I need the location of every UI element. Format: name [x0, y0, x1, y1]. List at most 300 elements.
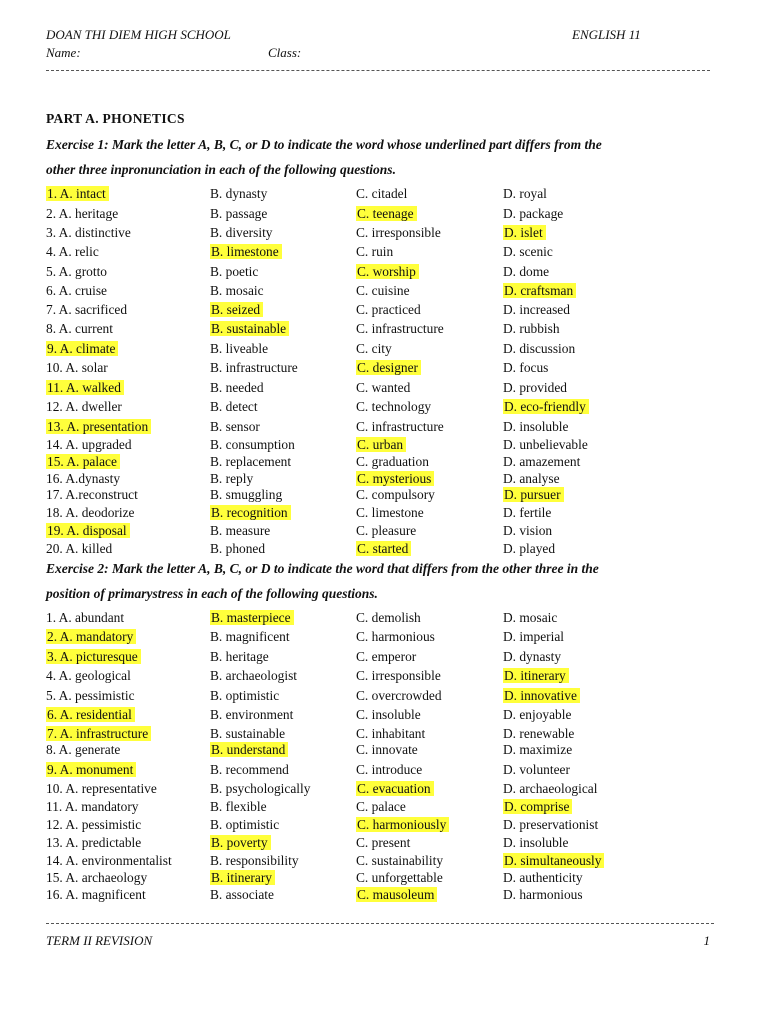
exercise2-question-5: [46, 688, 726, 706]
option-d: D. insoluble: [503, 835, 569, 850]
option-cell-b: [210, 341, 268, 357]
option-b: B. needed: [210, 380, 264, 395]
option-c: C. practiced: [356, 302, 421, 317]
option-a-answer: 7. A. infrastructure: [46, 726, 151, 741]
exercise1-question-8: [46, 321, 726, 339]
exercise1-question-7: [46, 302, 726, 320]
option-cell-a: [46, 505, 135, 521]
option-cell-a: [46, 225, 131, 241]
option-c: C. innovate: [356, 742, 418, 757]
option-cell-d: [503, 437, 588, 453]
option-d: D. increased: [503, 302, 570, 317]
option-cell-a: [46, 471, 120, 487]
option-cell-b: [210, 244, 282, 260]
exercise1-question-18: [46, 505, 726, 523]
option-d: D. amazement: [503, 454, 581, 469]
exercise1-question-1: [46, 186, 726, 204]
option-b: B. passage: [210, 206, 268, 221]
option-cell-d: [503, 668, 569, 684]
option-cell-a: [46, 668, 131, 684]
exercise2-instruction-line2: position of primarystress in each of the following questions.: [46, 586, 378, 601]
option-cell-a: [46, 610, 124, 626]
option-a: 14. A. upgraded: [46, 437, 132, 452]
option-cell-a: [46, 419, 151, 435]
option-cell-c: [356, 206, 417, 222]
exercise2-question-4: [46, 668, 726, 686]
option-cell-c: [356, 781, 434, 797]
option-cell-c: [356, 341, 392, 357]
option-b-answer: B. poverty: [210, 835, 271, 850]
option-cell-d: [503, 781, 597, 797]
option-c-answer: C. urban: [356, 437, 406, 452]
part-a-title: PART A. PHONETICS: [46, 111, 185, 126]
option-cell-b: [210, 437, 295, 453]
option-c: C. irresponsible: [356, 225, 441, 240]
option-cell-b: [210, 817, 279, 833]
option-d-answer: D. eco-friendly: [503, 399, 589, 414]
option-cell-a: [46, 649, 141, 665]
option-a: 7. A. sacrificed: [46, 302, 128, 317]
exercise2-question-14: [46, 853, 726, 871]
option-cell-a: [46, 437, 132, 453]
option-c-answer: C. started: [356, 541, 411, 556]
option-d-answer: D. craftsman: [503, 283, 576, 298]
exercise1-question-10: [46, 360, 726, 378]
option-cell-b: [210, 629, 290, 645]
exercise2-question-6: [46, 707, 726, 725]
option-cell-c: [356, 688, 442, 704]
option-cell-b: [210, 454, 291, 470]
option-a: 12. A. dweller: [46, 399, 122, 414]
option-a: 3. A. distinctive: [46, 225, 131, 240]
option-c: C. compulsory: [356, 487, 435, 502]
option-c: C. irresponsible: [356, 668, 441, 683]
option-cell-a: [46, 186, 109, 202]
option-cell-b: [210, 610, 294, 626]
option-cell-c: [356, 853, 443, 869]
option-cell-c: [356, 505, 424, 521]
option-cell-b: [210, 781, 310, 797]
option-d-answer: D. simultaneously: [503, 853, 604, 868]
exercise1-question-9: [46, 341, 726, 359]
option-a: 13. A. predictable: [46, 835, 142, 850]
option-cell-a: [46, 781, 157, 797]
option-a: 15. A. archaeology: [46, 870, 148, 885]
exercise2-instruction-line1: Exercise 2: Mark the letter A, B, C, or D to indicate the word that differs from the other three in the: [46, 561, 599, 576]
option-cell-b: [210, 726, 285, 742]
option-a: 1. A. abundant: [46, 610, 125, 625]
option-cell-d: [503, 629, 564, 645]
option-cell-d: [503, 206, 563, 222]
option-b-answer: B. understand: [210, 742, 288, 757]
option-cell-d: [503, 817, 598, 833]
option-cell-d: [503, 853, 604, 869]
option-d: D. rubbish: [503, 321, 560, 336]
option-d: D. mosaic: [503, 610, 558, 625]
option-c: C. introduce: [356, 762, 423, 777]
option-cell-d: [503, 264, 549, 280]
school-name: DOAN THI DIEM HIGH SCHOOL: [46, 27, 231, 42]
option-cell-d: [503, 283, 576, 299]
option-cell-b: [210, 225, 273, 241]
option-cell-d: [503, 835, 568, 851]
option-b: B. liveable: [210, 341, 269, 356]
option-d-answer: D. islet: [503, 225, 546, 240]
option-b: B. optimistic: [210, 817, 280, 832]
option-cell-d: [503, 870, 583, 886]
option-cell-a: [46, 817, 141, 833]
option-b: B. phoned: [210, 541, 266, 556]
subject-label: ENGLISH 11: [572, 27, 641, 42]
option-c: C. demolish: [356, 610, 421, 625]
option-cell-d: [503, 487, 564, 503]
option-cell-d: [503, 523, 552, 539]
option-c: C. sustainability: [356, 853, 444, 868]
option-c-answer: C. teenage: [356, 206, 417, 221]
option-b: B. associate: [210, 887, 274, 902]
option-cell-b: [210, 186, 267, 202]
option-b: B. smuggling: [210, 487, 283, 502]
option-c: C. unforgettable: [356, 870, 443, 885]
option-cell-c: [356, 244, 393, 260]
option-a-answer: 6. A. residential: [46, 707, 135, 722]
option-c: C. city: [356, 341, 392, 356]
option-cell-d: [503, 186, 547, 202]
option-a-answer: 1. A. intact: [46, 186, 109, 201]
footer-divider: [46, 923, 714, 924]
option-cell-c: [356, 487, 435, 503]
option-cell-b: [210, 487, 282, 503]
option-b-answer: B. itinerary: [210, 870, 275, 885]
option-d: D. provided: [503, 380, 567, 395]
option-d: D. renewable: [503, 726, 575, 741]
exercise1-question-4: [46, 244, 726, 262]
option-cell-a: [46, 853, 172, 869]
exercise2-question-11: [46, 799, 726, 817]
option-c: C. insoluble: [356, 707, 421, 722]
option-cell-b: [210, 206, 267, 222]
option-b: B. responsibility: [210, 853, 299, 868]
option-d-answer: D. pursuer: [503, 487, 564, 502]
option-b: B. measure: [210, 523, 271, 538]
option-d: D. dynasty: [503, 649, 562, 664]
option-a-answer: 13. A. presentation: [46, 419, 151, 434]
option-b-answer: B. limestone: [210, 244, 282, 259]
exercise1-question-15: [46, 454, 726, 472]
exercise1-question-19: [46, 523, 726, 541]
option-cell-b: [210, 523, 270, 539]
option-c: C. harmonious: [356, 629, 435, 644]
option-cell-b: [210, 870, 275, 886]
option-a: 5. A. grotto: [46, 264, 108, 279]
option-cell-a: [46, 487, 138, 503]
option-cell-d: [503, 225, 546, 241]
option-c: C. present: [356, 835, 411, 850]
option-cell-c: [356, 799, 406, 815]
option-cell-c: [356, 870, 443, 886]
option-a: 12. A. pessimistic: [46, 817, 142, 832]
option-c: C. palace: [356, 799, 406, 814]
option-cell-d: [503, 887, 583, 903]
option-cell-d: [503, 244, 553, 260]
option-cell-a: [46, 244, 99, 260]
option-d: D. dome: [503, 264, 550, 279]
exercise2-question-1: [46, 610, 726, 628]
option-d: D. maximize: [503, 742, 573, 757]
option-cell-d: [503, 726, 574, 742]
option-a-answer: 9. A. monument: [46, 762, 136, 777]
option-cell-d: [503, 799, 572, 815]
option-d: D. discussion: [503, 341, 576, 356]
option-d: D. royal: [503, 186, 547, 201]
option-cell-b: [210, 887, 274, 903]
option-cell-d: [503, 610, 557, 626]
option-cell-b: [210, 283, 264, 299]
option-c: C. overcrowded: [356, 688, 442, 703]
option-cell-b: [210, 321, 289, 337]
option-d: D. analyse: [503, 471, 560, 486]
option-a: 5. A. pessimistic: [46, 688, 135, 703]
option-cell-a: [46, 341, 118, 357]
option-cell-c: [356, 321, 444, 337]
option-d: D. vision: [503, 523, 553, 538]
option-cell-c: [356, 264, 419, 280]
option-c-answer: C. worship: [356, 264, 419, 279]
option-cell-a: [46, 742, 120, 758]
option-a: 4. A. geological: [46, 668, 131, 683]
exercise1-question-13: [46, 419, 726, 437]
option-d: D. authenticity: [503, 870, 583, 885]
option-b: B. recommend: [210, 762, 289, 777]
option-cell-d: [503, 688, 580, 704]
option-d: D. focus: [503, 360, 549, 375]
option-cell-a: [46, 541, 112, 557]
option-cell-c: [356, 225, 441, 241]
option-cell-b: [210, 505, 291, 521]
option-cell-c: [356, 817, 449, 833]
option-cell-c: [356, 762, 422, 778]
option-c: C. ruin: [356, 244, 394, 259]
option-b: B. dynasty: [210, 186, 268, 201]
option-cell-a: [46, 380, 124, 396]
option-cell-b: [210, 302, 263, 318]
option-cell-a: [46, 454, 120, 470]
option-cell-d: [503, 454, 580, 470]
option-b: B. detect: [210, 399, 258, 414]
option-cell-c: [356, 437, 406, 453]
option-c-answer: C. mysterious: [356, 471, 434, 486]
exercise2-question-12: [46, 817, 726, 835]
option-c: C. cuisine: [356, 283, 410, 298]
option-c: C. limestone: [356, 505, 424, 520]
option-d: D. imperial: [503, 629, 564, 644]
footer-title: TERM II REVISION: [46, 933, 153, 948]
option-cell-a: [46, 870, 147, 886]
option-cell-d: [503, 762, 570, 778]
option-a: 10. A. representative: [46, 781, 157, 796]
option-cell-a: [46, 707, 135, 723]
option-b-answer: B. masterpiece: [210, 610, 294, 625]
option-cell-d: [503, 321, 560, 337]
exercise2-question-2: [46, 629, 726, 647]
option-cell-d: [503, 419, 568, 435]
option-b-answer: B. recognition: [210, 505, 291, 520]
class-label: Class:: [268, 45, 302, 60]
option-a-answer: 3. A. picturesque: [46, 649, 141, 664]
option-cell-b: [210, 360, 298, 376]
option-cell-b: [210, 380, 264, 396]
exercise1-question-3: [46, 225, 726, 243]
option-c-answer: C. mausoleum: [356, 887, 437, 902]
header-divider: [46, 70, 710, 71]
option-cell-c: [356, 541, 411, 557]
option-b: B. sustainable: [210, 726, 286, 741]
option-b-answer: B. sustainable: [210, 321, 289, 336]
option-cell-c: [356, 454, 429, 470]
option-cell-c: [356, 742, 418, 758]
option-b: B. environment: [210, 707, 294, 722]
option-d: D. insoluble: [503, 419, 569, 434]
option-cell-a: [46, 688, 135, 704]
option-cell-d: [503, 505, 551, 521]
option-cell-b: [210, 649, 269, 665]
option-cell-a: [46, 726, 151, 742]
option-d: D. played: [503, 541, 556, 556]
option-a-answer: 11. A. walked: [46, 380, 124, 395]
option-c: C. wanted: [356, 380, 411, 395]
option-a: 18. A. deodorize: [46, 505, 135, 520]
option-cell-a: [46, 799, 138, 815]
exercise1-question-11: [46, 380, 726, 398]
option-d-answer: D. itinerary: [503, 668, 569, 683]
option-c-answer: C. harmoniously: [356, 817, 449, 832]
option-cell-c: [356, 523, 416, 539]
option-a: 8. A. current: [46, 321, 113, 336]
option-b: B. poetic: [210, 264, 259, 279]
option-b: B. psychologically: [210, 781, 311, 796]
option-cell-b: [210, 688, 279, 704]
option-cell-c: [356, 380, 410, 396]
option-d-answer: D. innovative: [503, 688, 580, 703]
option-d-answer: D. comprise: [503, 799, 572, 814]
option-a: 20. A. killed: [46, 541, 113, 556]
option-b: B. optimistic: [210, 688, 280, 703]
option-d: D. unbelievable: [503, 437, 588, 452]
option-cell-c: [356, 399, 431, 415]
option-cell-b: [210, 762, 289, 778]
option-cell-a: [46, 835, 141, 851]
option-cell-a: [46, 887, 146, 903]
option-b: B. diversity: [210, 225, 273, 240]
option-cell-a: [46, 302, 127, 318]
option-c: C. inhabitant: [356, 726, 426, 741]
option-a: 6. A. cruise: [46, 283, 107, 298]
option-a: 17. A.reconstruct: [46, 487, 138, 502]
option-cell-c: [356, 419, 444, 435]
option-d: D. scenic: [503, 244, 553, 259]
footer: [46, 933, 710, 949]
option-c: C. technology: [356, 399, 432, 414]
option-c-answer: C. evacuation: [356, 781, 434, 796]
option-a: 2. A. heritage: [46, 206, 119, 221]
option-cell-c: [356, 471, 434, 487]
option-cell-c: [356, 726, 425, 742]
exercise1-question-2: [46, 206, 726, 224]
option-cell-d: [503, 742, 572, 758]
option-cell-a: [46, 283, 107, 299]
option-b: B. reply: [210, 471, 254, 486]
option-b: B. archaeologist: [210, 668, 298, 683]
option-d: D. package: [503, 206, 564, 221]
exercise1-instruction-line2: other three inpronunciation in each of the following questions.: [46, 162, 396, 177]
option-cell-b: [210, 399, 258, 415]
option-cell-d: [503, 471, 560, 487]
option-cell-c: [356, 360, 421, 376]
option-a-answer: 2. A. mandatory: [46, 629, 136, 644]
option-cell-d: [503, 649, 561, 665]
option-cell-a: [46, 629, 136, 645]
option-cell-d: [503, 360, 548, 376]
option-a: 11. A. mandatory: [46, 799, 139, 814]
option-a-answer: 19. A. disposal: [46, 523, 130, 538]
page-number: 1: [703, 933, 710, 948]
exercise1-question-14: [46, 437, 726, 455]
exercise2-question-3: [46, 649, 726, 667]
option-cell-b: [210, 799, 267, 815]
option-c-answer: C. designer: [356, 360, 421, 375]
exercise1-instruction-line1: Exercise 1: Mark the letter A, B, C, or D to indicate the word whose underlined part differs from the: [46, 137, 602, 152]
exercise2-question-9: [46, 762, 726, 780]
option-cell-b: [210, 835, 271, 851]
option-c: C. citadel: [356, 186, 408, 201]
exercise2-question-16: [46, 887, 726, 905]
option-cell-c: [356, 649, 416, 665]
option-cell-a: [46, 523, 130, 539]
option-d: D. preservationist: [503, 817, 599, 832]
option-d: D. harmonious: [503, 887, 583, 902]
exercise2-question-15: [46, 870, 726, 888]
option-cell-b: [210, 742, 288, 758]
option-cell-d: [503, 302, 570, 318]
option-cell-d: [503, 399, 589, 415]
option-cell-a: [46, 206, 118, 222]
option-cell-b: [210, 471, 253, 487]
option-cell-b: [210, 541, 265, 557]
option-d: D. volunteer: [503, 762, 570, 777]
option-b: B. mosaic: [210, 283, 264, 298]
option-cell-b: [210, 668, 297, 684]
exercise1-question-6: [46, 283, 726, 301]
name-label: Name:: [46, 45, 81, 60]
option-cell-d: [503, 341, 575, 357]
option-cell-c: [356, 668, 441, 684]
option-cell-a: [46, 399, 122, 415]
option-cell-a: [46, 321, 113, 337]
option-cell-a: [46, 360, 108, 376]
option-cell-d: [503, 541, 555, 557]
option-d: D. enjoyable: [503, 707, 572, 722]
exercise1-question-5: [46, 264, 726, 282]
exercise2-question-13: [46, 835, 726, 853]
exercise1-question-12: [46, 399, 726, 417]
option-b-answer: B. seized: [210, 302, 263, 317]
option-cell-a: [46, 762, 136, 778]
option-a: 16. A. magnificent: [46, 887, 146, 902]
option-cell-c: [356, 835, 410, 851]
option-c: C. graduation: [356, 454, 429, 469]
exercise2-question-8: [46, 742, 726, 760]
option-c: C. emperor: [356, 649, 417, 664]
